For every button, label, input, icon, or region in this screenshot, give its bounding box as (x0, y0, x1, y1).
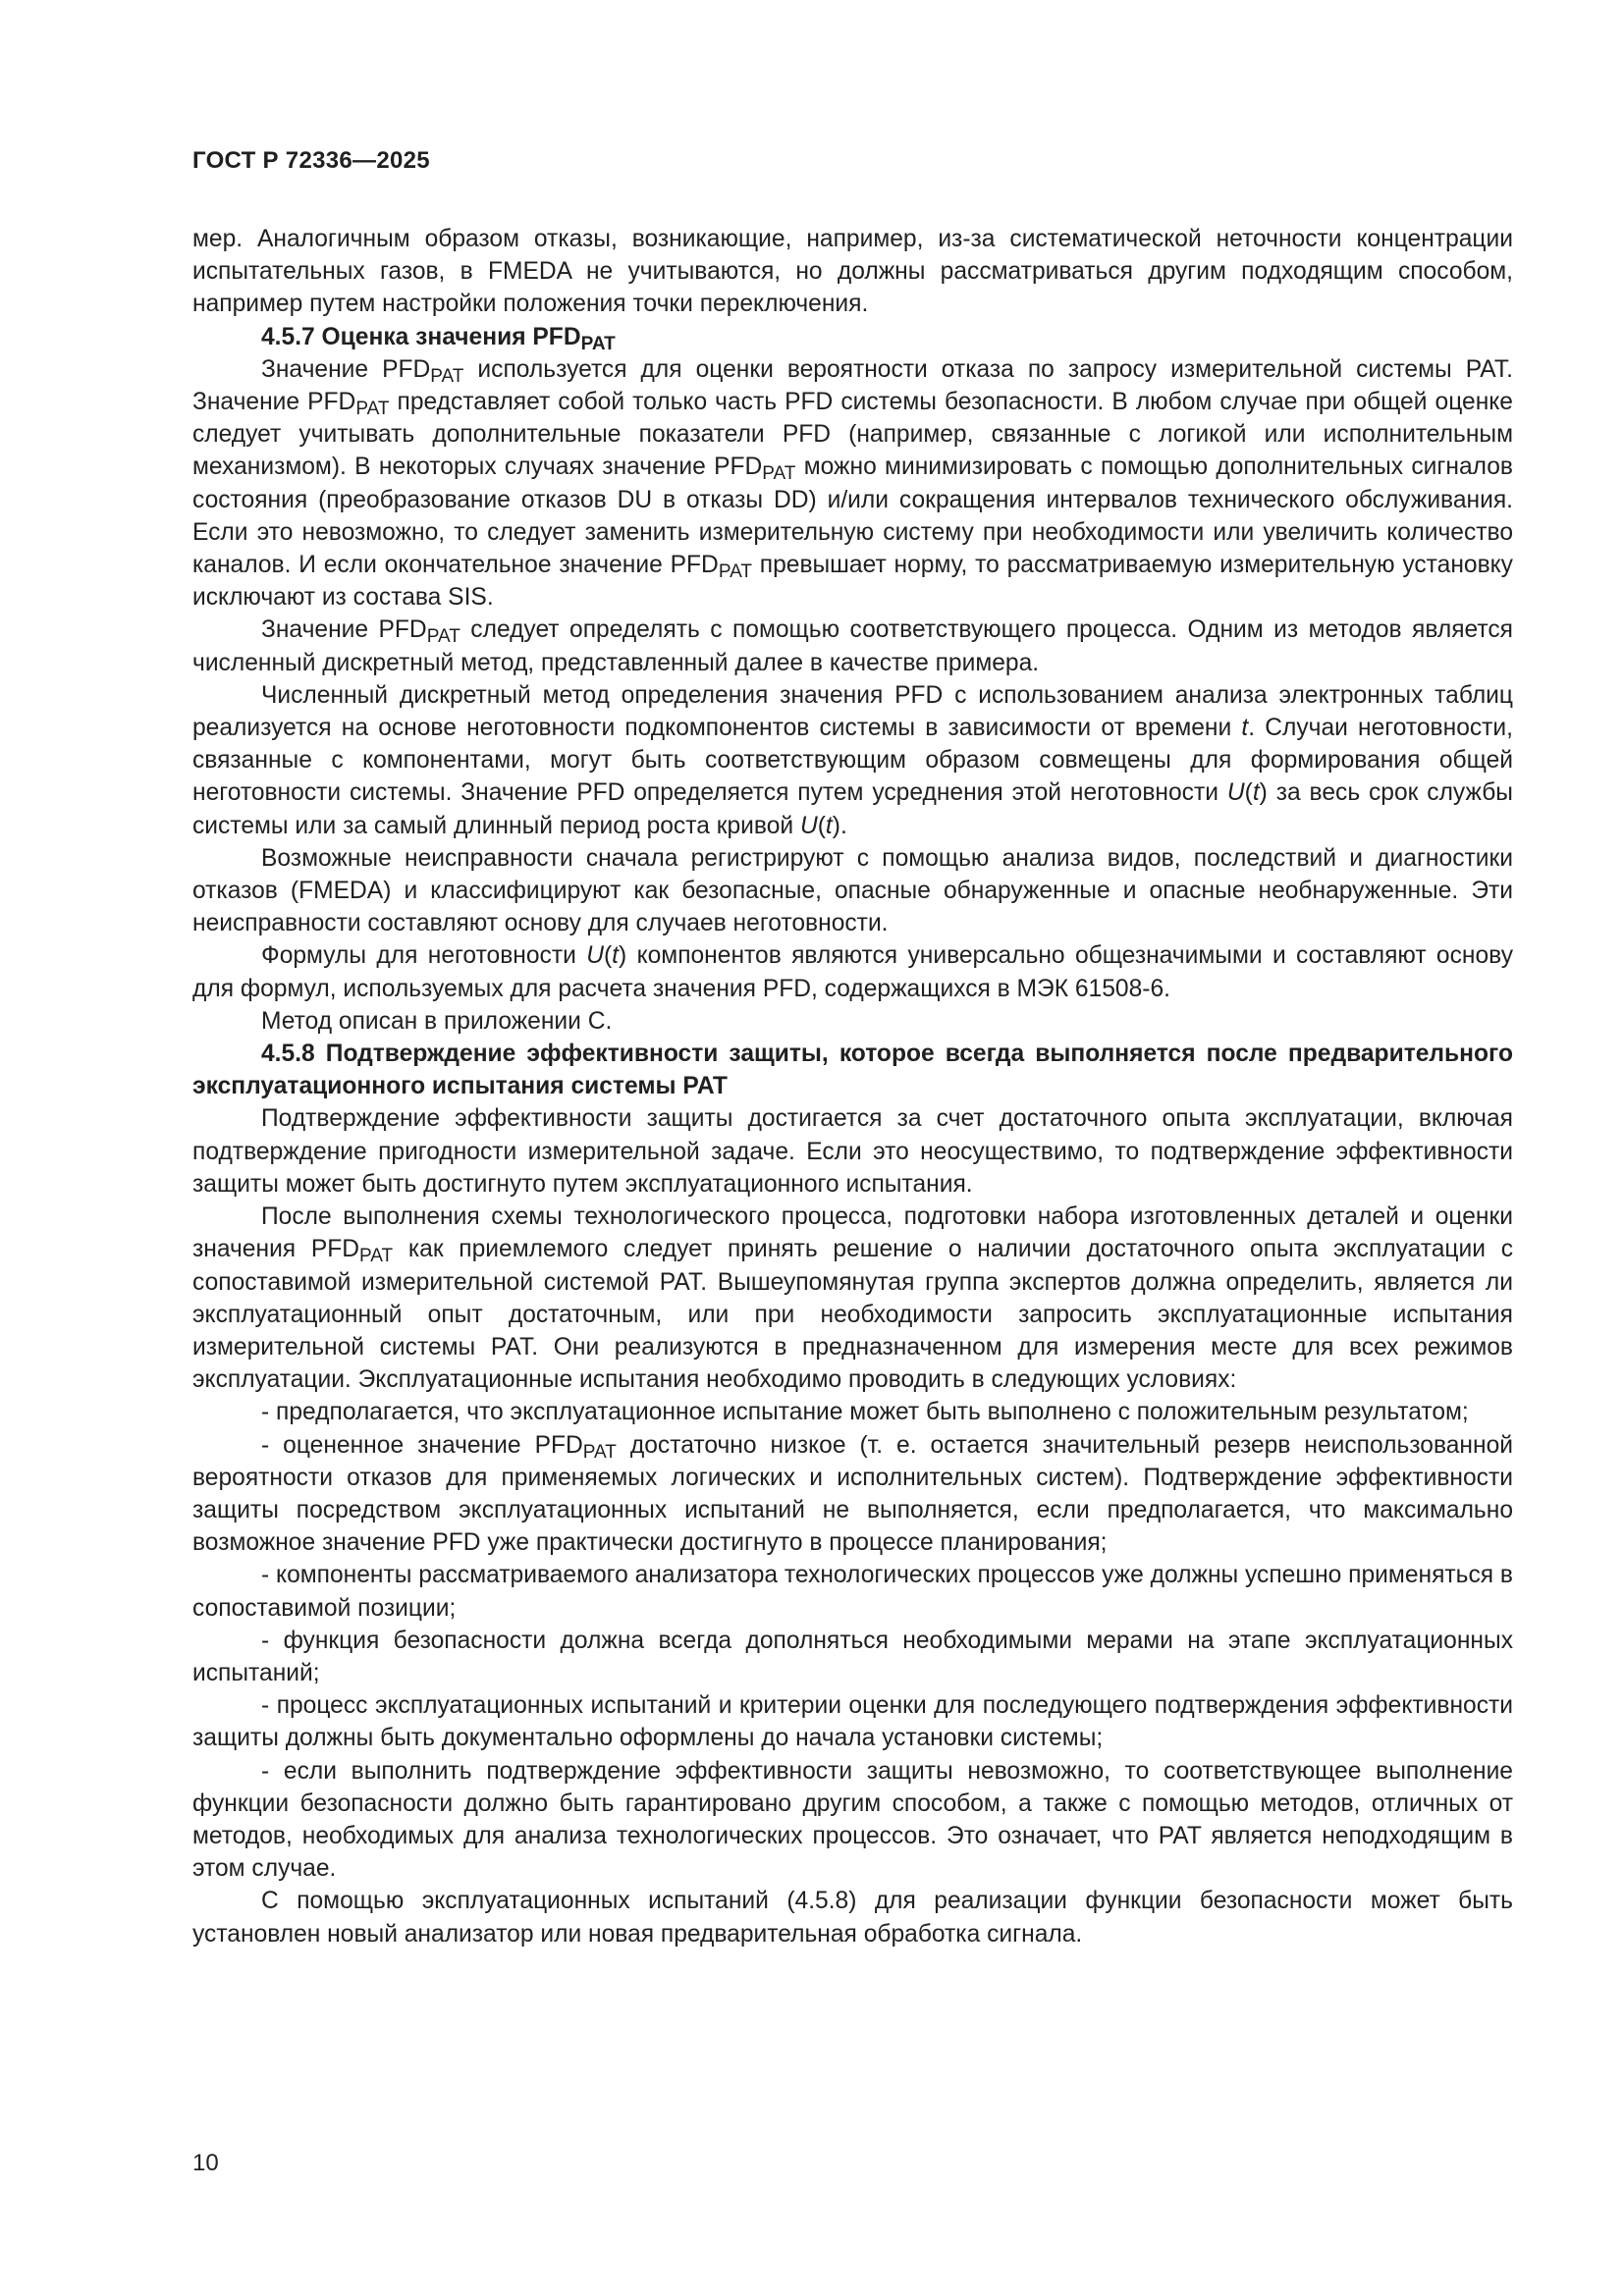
paragraph-new-analyzer: С помощью эксплуатационных испытаний (4.5.8) для реализации функции безопасности может быть установлен новый анализатор или новая предварительная обработка сигнала. (192, 1888, 1513, 1948)
paragraph-pfd-usage: Значение $PFD_{PAT}$ используется для оценки вероятности отказа по запросу измерительной системы PAT. Значение $PFD_{PAT}$ представляет собой только часть PFD системы безопасности. В любом случае при общей оценке следует учитывать дополнительные показатели PFD (например, связанные с логикой или исполнительным механизмом). В некоторых случаях значение $PFD_{PAT}$ можно минимизировать с помощью дополнительных сигналов состояния (преобразование отказов DU в отказы DD) и/или сокращения интервалов технического обслуживания. Если это невозможно, то следует заменить измерительную систему при необходимости или увеличить количество каналов. И если окончательное значение $PFD_{PAT}$ превышает норму, то рассматриваемую измерительную установку исключают из состава SIS. (192, 355, 1514, 612)
list-item: - оцененное значение $PFD_{PAT}$ достаточно низкое (т. е. остается значительный резерв неиспользованной вероятности отказов для применяемых логических и исполнительных систем). Подтверждение эффективности защиты посредством эксплуатационных испытаний не выполняется, если предполагается, что максимально возможное значение PFD уже практически достигнуто в процессе планирования; (192, 1431, 1514, 1557)
page-content (192, 223, 1513, 1950)
paragraph-continuation: мер. Аналогичным образом отказы, возникающие, например, из-за систематической неточности концентрации испытательных газов, в FMEDA не учитываются, но должны рассматриваться другим подходящим способом, например путем настройки положения точки переключения. (192, 226, 1513, 318)
paragraph-numerical-method: Численный дискретный метод определения значения PFD с использованием анализа электронных таблиц реализуется на основе неготовности подкомпонентов системы в зависимости от времени t. Случаи неготовности, связанные с компонентами, могут быть соответствующим образом совмещены для формирования общей неготовности системы. Значение PFD определяется путем усреднения этой неготовности U(t) за весь срок службы системы или за самый длинный период роста кривой U(t). (192, 681, 1514, 839)
list-item: - предполагается, что эксплуатационное испытание может быть выполнено с положительным результатом; (261, 1399, 1469, 1426)
paragraph-fmeda: Возможные неисправности сначала регистрируют с помощью анализа видов, последствий и диагностики отказов (FMEDA) и классифицируют как безопасные, опасные обнаруженные и опасные необнаруженные. Эти неисправности составляют основу для случаев неготовности. (192, 844, 1513, 937)
paragraph-pfd-determination: Значение $PFD_{PAT}$ следует определять с помощью соответствующего процесса. Одним из методов является численный дискретный метод, представленный далее в качестве примера. (192, 616, 1513, 676)
list-item: - функция безопасности должна всегда дополняться необходимыми мерами на этапе эксплуатационных испытаний; (192, 1627, 1513, 1686)
paragraph-process-scheme: После выполнения схемы технологического процесса, подготовки набора изготовленных деталей и оценки значения $PFD_{PAT}$ как приемлемого следует принять решение о наличии достаточного опыта эксплуатации с сопоставимой измерительной системой PAT. Вышеупомянутая группа экспертов должна определить, является ли эксплуатационный опыт достаточным, или при необходимости запросить эксплуатационные испытания измерительной системы PAT. Они реализуются в предназначенном для измерения месте для всех режимов эксплуатации. Эксплуатационные испытания необходимо проводить в следующих условиях: (192, 1203, 1513, 1394)
section-heading-4-5-8: 4.5.8 Подтверждение эффективности защиты, которое всегда выполняется после предварительного эксплуатационного испытания системы PAT (192, 1041, 1513, 1100)
section-heading-4-5-7: 4.5.7 Оценка значения $PFD_{PAT}$ (261, 323, 616, 354)
list-item: - если выполнить подтверждение эффективности защиты невозможно, то соответствующее выполнение функции безопасности должно быть гарантировано другим способом, а также с помощью методов, отличных от методов, необходимых для анализа технологических процессов. Это означает, что PAT является неподходящим в этом случае. (192, 1757, 1513, 1883)
page-number: 10 (192, 2150, 219, 2176)
list-item: - процесс эксплуатационных испытаний и критерии оценки для последующего подтверждения эффективности защиты должны быть документально оформлены до начала установки системы; (192, 1692, 1513, 1752)
paragraph-annex-reference: Метод описан в приложении С. (261, 1007, 613, 1035)
standard-header: ГОСТ Р 72336—2025 (192, 147, 430, 174)
paragraph-protection-confirmation: Подтверждение эффективности защиты достигается за счет достаточного опыта эксплуатации, включая подтверждение пригодности измерительной задаче. Если это неосуществимо, то подтверждение эффективности защиты может быть достигнуто путем эксплуатационного испытания. (192, 1105, 1513, 1198)
paragraph-formulas: Формулы для неготовности U(t) компонентов являются универсально общезначимыми и составляют основу для формул, используемых для расчета значения PFD, содержащихся в МЭК 61508-6. (192, 942, 1513, 1002)
list-item: - компоненты рассматриваемого анализатора технологических процессов уже должны успешно применяться в сопоставимой позиции; (192, 1562, 1513, 1622)
